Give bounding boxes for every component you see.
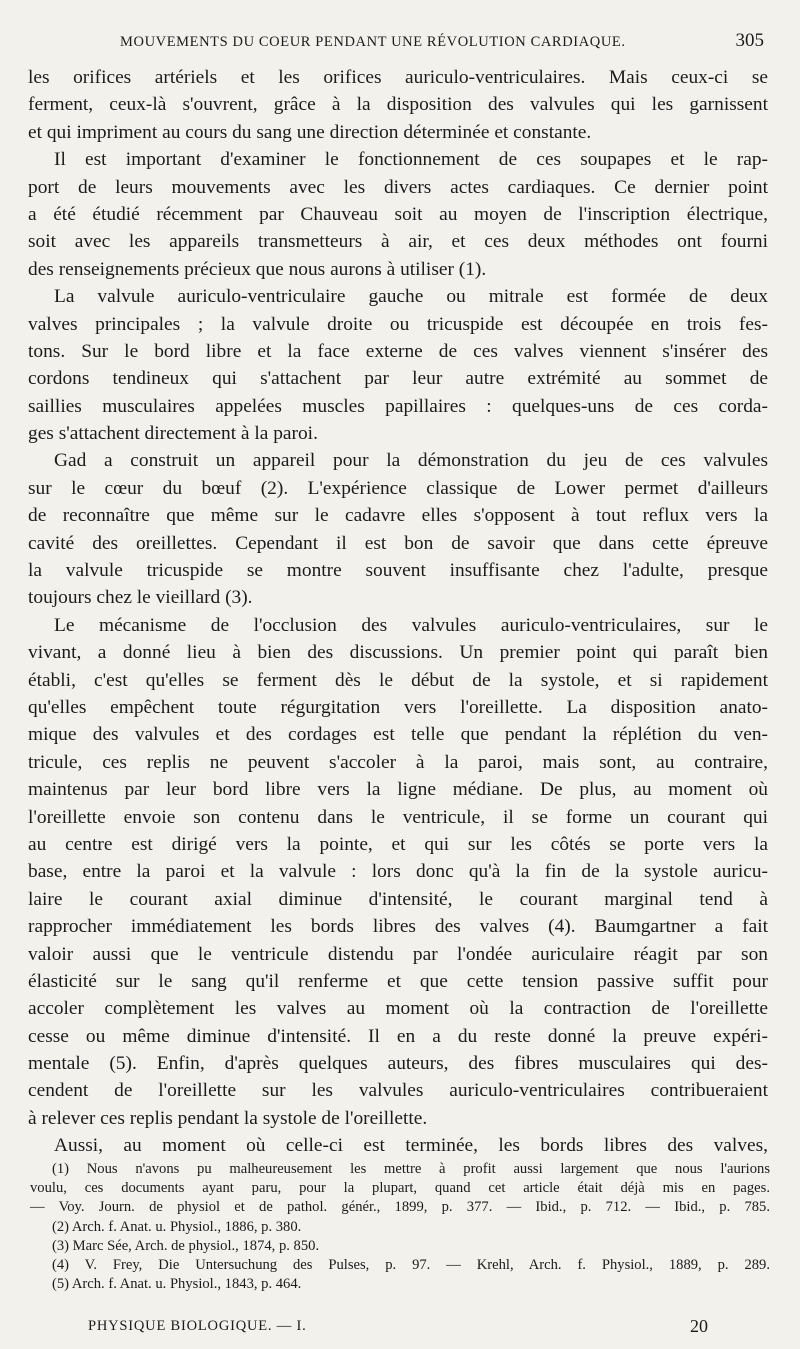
footnote-1-continued: — Voy. Journ. de physiol et de pathol. génér., 1899, p. 377. — Ibid., p. 712. — Ibid., p. 785. (30, 1199, 770, 1216)
text-line: toujours chez le vieillard (3). (28, 587, 253, 609)
text-line: ges s'attachent directement à la paroi. (28, 423, 318, 445)
text-line: saillies musculaires appelées muscles papillaires : quelques-uns de ces corda- (28, 395, 768, 417)
text-line: mentale (5). Enfin, d'après quelques auteurs, des fibres musculaires qui des- (28, 1053, 768, 1075)
signature-line (88, 1318, 708, 1340)
text-line: maintenus par leur bord libre vers la ligne médiane. De plus, au moment où (28, 779, 768, 801)
footnote-3: (3) Marc Sée, Arch. de physiol., 1874, p. 850. (52, 1237, 320, 1254)
text-line: tons. Sur le bord libre et la face externe de ces valves viennent s'insérer des (28, 340, 768, 362)
footnotes (30, 1160, 770, 1294)
text-line: tricule, ces replis ne peuvent s'accoler à la paroi, mais sont, au contraire, (28, 751, 768, 773)
text-line: la valvule tricuspide se montre souvent insuffisante chez l'adulte, presque (28, 560, 768, 582)
text-line: valves principales ; la valvule droite ou tricuspide est découpée en trois fes- (28, 313, 768, 335)
text-line: les orifices artériels et les orifices auriculo-ventriculaires. Mais ceux-ci se (28, 67, 768, 88)
running-title: MOUVEMENTS DU COEUR PENDANT UNE RÉVOLUTION CARDIAQUE. (120, 34, 626, 50)
text-line: ferment, ceux-là s'ouvrent, grâce à la disposition des valvules qui les garnissent (28, 94, 768, 116)
footnote-1-continued: voulu, ces documents ayant paru, pour la plupart, quand cet article était déjà mis en pages. (30, 1180, 770, 1197)
body-text (28, 64, 768, 1160)
printer-signature: PHYSIQUE BIOLOGIQUE. — I. (88, 1318, 307, 1334)
text-line: rapprocher immédiatement les bords libres des valves (4). Baumgartner a fait (28, 916, 768, 938)
text-line: de reconnaître que même sur le cadavre elles s'opposent à tout reflux vers la (28, 505, 768, 527)
text-line: cendent de l'oreillette sur les valvules auriculo-ventriculaires contribueraient (28, 1080, 768, 1102)
text-line: Le mécanisme de l'occlusion des valvules auriculo-ventriculaires, sur le (54, 614, 768, 636)
text-line: et qui impriment au cours du sang une direction déterminée et constante. (28, 121, 592, 143)
text-line: qu'elles empêchent toute régurgitation vers l'oreillette. La disposition anato- (28, 696, 768, 718)
text-line: Aussi, au moment où celle-ci est terminée, les bords libres des valves, (54, 1135, 768, 1157)
text-line: cavité des oreillettes. Cependant il est bon de savoir que dans cette épreuve (28, 532, 768, 554)
text-line: des renseignements précieux que nous aurons à utiliser (1). (28, 258, 487, 280)
text-line: établi, c'est qu'elles se ferment dès le début de la systole, et si rapidement (28, 669, 768, 691)
text-line: l'oreillette envoie son contenu dans le ventricule, il se forme un courant qui (28, 806, 768, 828)
text-line: vivant, a donné lieu à bien des discussions. Un premier point qui paraît bien (28, 642, 768, 664)
text-line: Il est important d'examiner le fonctionnement de ces soupapes et le rap- (54, 149, 768, 171)
running-head (0, 30, 800, 54)
text-line: sur le cœur du bœuf (2). L'expérience classique de Lower permet d'ailleurs (28, 477, 768, 499)
signature-number: 20 (690, 1316, 708, 1336)
text-line: a été étudié récemment par Chauveau soit au moyen de l'inscription électrique, (28, 203, 768, 225)
text-line: élasticité sur le sang qu'il renferme et que cette tension passive suffit pour (28, 970, 768, 992)
footnote-1: (1) Nous n'avons pu malheureusement les mettre à profit aussi largement que nous l'aurions (52, 1161, 770, 1177)
text-line: Gad a construit un appareil pour la démonstration du jeu de ces valvules (54, 450, 768, 472)
text-line: port de leurs mouvements avec les divers actes cardiaques. Ce dernier point (28, 176, 768, 198)
footnote-4: (4) V. Frey, Die Untersuchung des Pulses, p. 97. — Krehl, Arch. f. Physiol., 1889, p. 289. (52, 1256, 770, 1273)
text-line: à relever ces replis pendant la systole de l'oreillette. (28, 1107, 428, 1129)
text-line: mique des valvules et des cordages est telle que pendant la réplétion du ven- (28, 724, 768, 746)
text-line: valoir aussi que le ventricule distendu par l'ondée auriculaire réagit par son (28, 943, 768, 965)
text-line: base, entre la paroi et la valvule : lors donc qu'à la fin de la systole auricu- (28, 861, 768, 883)
footnote-2: (2) Arch. f. Anat. u. Physiol., 1886, p. 380. (52, 1218, 302, 1235)
text-line: La valvule auriculo-ventriculaire gauche ou mitrale est formée de deux (54, 286, 768, 308)
text-line: au centre est dirigé vers la pointe, et qui sur les côtés se porte vers la (28, 833, 768, 855)
text-line: cesse ou même diminue d'intensité. Il en a du reste donné la preuve expéri- (28, 1025, 768, 1047)
text-line: cordons tendineux qui s'attachent par leur autre extrémité au sommet de (28, 368, 768, 390)
footnote-5: (5) Arch. f. Anat. u. Physiol., 1843, p. 464. (52, 1276, 302, 1293)
text-line: soit avec les appareils transmetteurs à air, et ces deux méthodes ont fourni (28, 231, 768, 253)
text-line: laire le courant axial diminue d'intensité, le courant marginal tend à (28, 888, 768, 910)
page-number: 305 (735, 30, 764, 51)
text-line: accoler complètement les valves au moment où la contraction de l'oreillette (28, 998, 768, 1020)
